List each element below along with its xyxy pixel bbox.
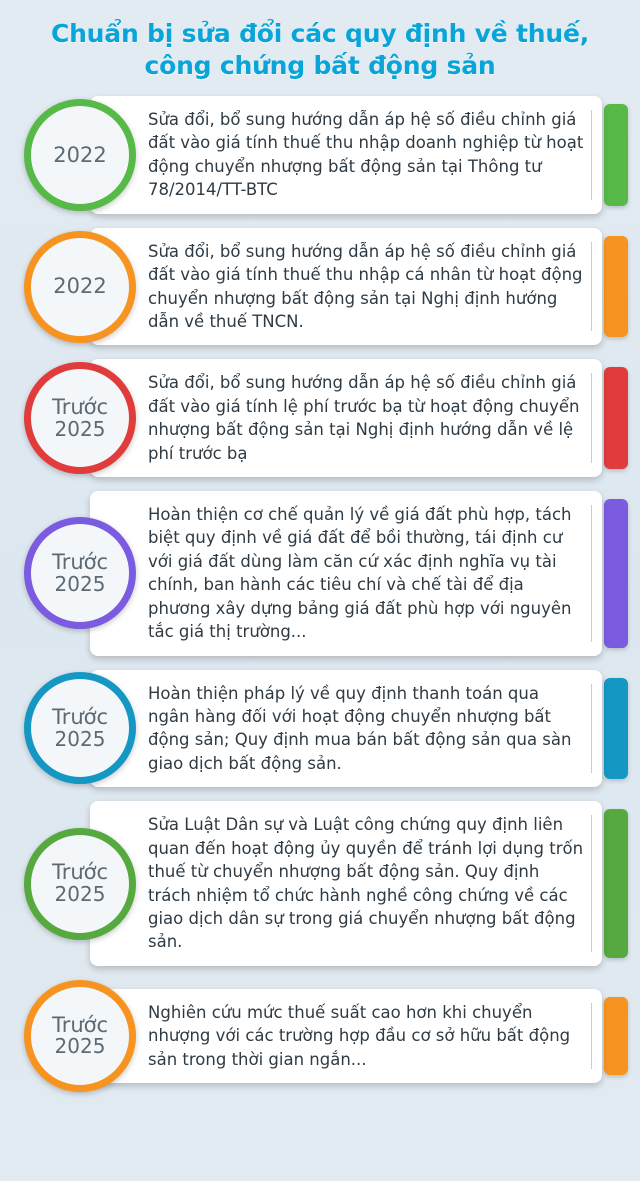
- year-badge-line-1: 2022: [53, 274, 107, 299]
- year-badge-line-2: 2025: [54, 1034, 106, 1059]
- content-card: [90, 228, 602, 346]
- card-text: Sửa đổi, bổ sung hướng dẫn áp hệ số điều chỉnh giá đất vào giá tính lệ phí trước bạ từ hoạt động chuyển nhượng bất động sản tại Nghị định hướng dẫn về lệ phí trước bạ: [148, 373, 580, 463]
- timeline-rows: [0, 88, 640, 1092]
- accent-bar: [604, 499, 628, 648]
- timeline-row: [0, 801, 640, 966]
- card-wrapper: [90, 359, 640, 477]
- timeline-row: [0, 491, 640, 656]
- page-title-line-1: Chuẩn bị sửa đổi các quy định về thuế,: [50, 19, 590, 48]
- card-text: Hoàn thiện pháp lý về quy định thanh toán qua ngân hàng đối với hoạt động chuyển nhượng bất động sản; Quy định mua bán bất động sản qua sàn giao dịch bất động sản.: [148, 683, 572, 773]
- year-badge: [24, 362, 136, 474]
- year-badge-line-1: 2022: [53, 142, 107, 167]
- card-text: Sửa Luật Dân sự và Luật công chứng quy định liên quan đến hoạt động ủy quyền để tránh lợi dụng trốn thuế từ chuyển nhượng bất động sản. Quy định trách nhiệm tổ chức hành nghề công chứng về các giao dịch dân sự trong giá chuyển nhượng bất động sản.: [148, 815, 584, 952]
- card-text: Nghiên cứu mức thuế suất cao hơn khi chuyển nhượng với các trường hợp đầu cơ sở hữu bất động sản trong thời gian ngắn...: [148, 1002, 571, 1069]
- card-text: Sửa đổi, bổ sung hướng dẫn áp hệ số điều chỉnh giá đất vào giá tính thuế thu nhập cá nhân từ hoạt động chuyển nhượng bất động sản tại Nghị định hướng dẫn về thuế TNCN.: [148, 241, 583, 331]
- accent-bar: [604, 678, 628, 780]
- card-wrapper: [90, 670, 640, 788]
- accent-bar: [604, 809, 628, 958]
- accent-bar: [604, 104, 628, 206]
- year-badge-line-2: 2025: [54, 882, 106, 907]
- content-card: [90, 491, 602, 656]
- year-badge-line-1: Trước: [51, 860, 109, 885]
- year-badge: [24, 980, 136, 1092]
- card-text: Sửa đổi, bổ sung hướng dẫn áp hệ số điều chỉnh giá đất vào giá tính thuế thu nhập doanh nghiệp từ hoạt động chuyển nhượng bất động sản tại Thông tư 78/2014/TT-BTC: [148, 110, 584, 200]
- content-card: [90, 359, 602, 477]
- year-badge: [24, 828, 136, 940]
- year-badge-line-1: Trước: [51, 550, 109, 575]
- accent-bar: [604, 997, 628, 1075]
- timeline-row: [0, 228, 640, 346]
- card-wrapper: [90, 801, 640, 966]
- timeline-row: [0, 980, 640, 1092]
- year-badge-line-1: Trước: [51, 395, 109, 420]
- card-wrapper: [90, 96, 640, 214]
- year-badge: [24, 231, 136, 343]
- card-wrapper: [90, 989, 640, 1083]
- year-badge: [24, 517, 136, 629]
- card-wrapper: [90, 228, 640, 346]
- timeline-row: [0, 359, 640, 477]
- timeline-row: [0, 96, 640, 214]
- year-badge: [24, 672, 136, 784]
- content-card: [90, 989, 602, 1083]
- card-wrapper: [90, 491, 640, 656]
- year-badge-line-2: 2025: [54, 571, 106, 596]
- page-title-line-2: công chứng bất động sản: [144, 51, 496, 80]
- card-text: Hoàn thiện cơ chế quản lý về giá đất phù hợp, tách biệt quy định về giá đất để bồi thường, tái định cư với giá đất dùng làm căn cứ xác định nghĩa vụ tài chính, ban hành các tiêu chí và chế tài để địa phương xây dựng bảng giá đất phù hợp với nguyên tắc giá thị trường...: [148, 505, 572, 642]
- content-card: [90, 670, 602, 788]
- year-badge-line-1: Trước: [51, 705, 109, 730]
- page-title: [0, 0, 640, 88]
- accent-bar: [604, 367, 628, 469]
- year-badge: [24, 99, 136, 211]
- content-card: [90, 96, 602, 214]
- year-badge-line-2: 2025: [54, 726, 106, 751]
- content-card: [90, 801, 602, 966]
- year-badge-line-2: 2025: [54, 416, 106, 441]
- year-badge-line-1: Trước: [51, 1012, 109, 1037]
- timeline-row: [0, 670, 640, 788]
- accent-bar: [604, 236, 628, 338]
